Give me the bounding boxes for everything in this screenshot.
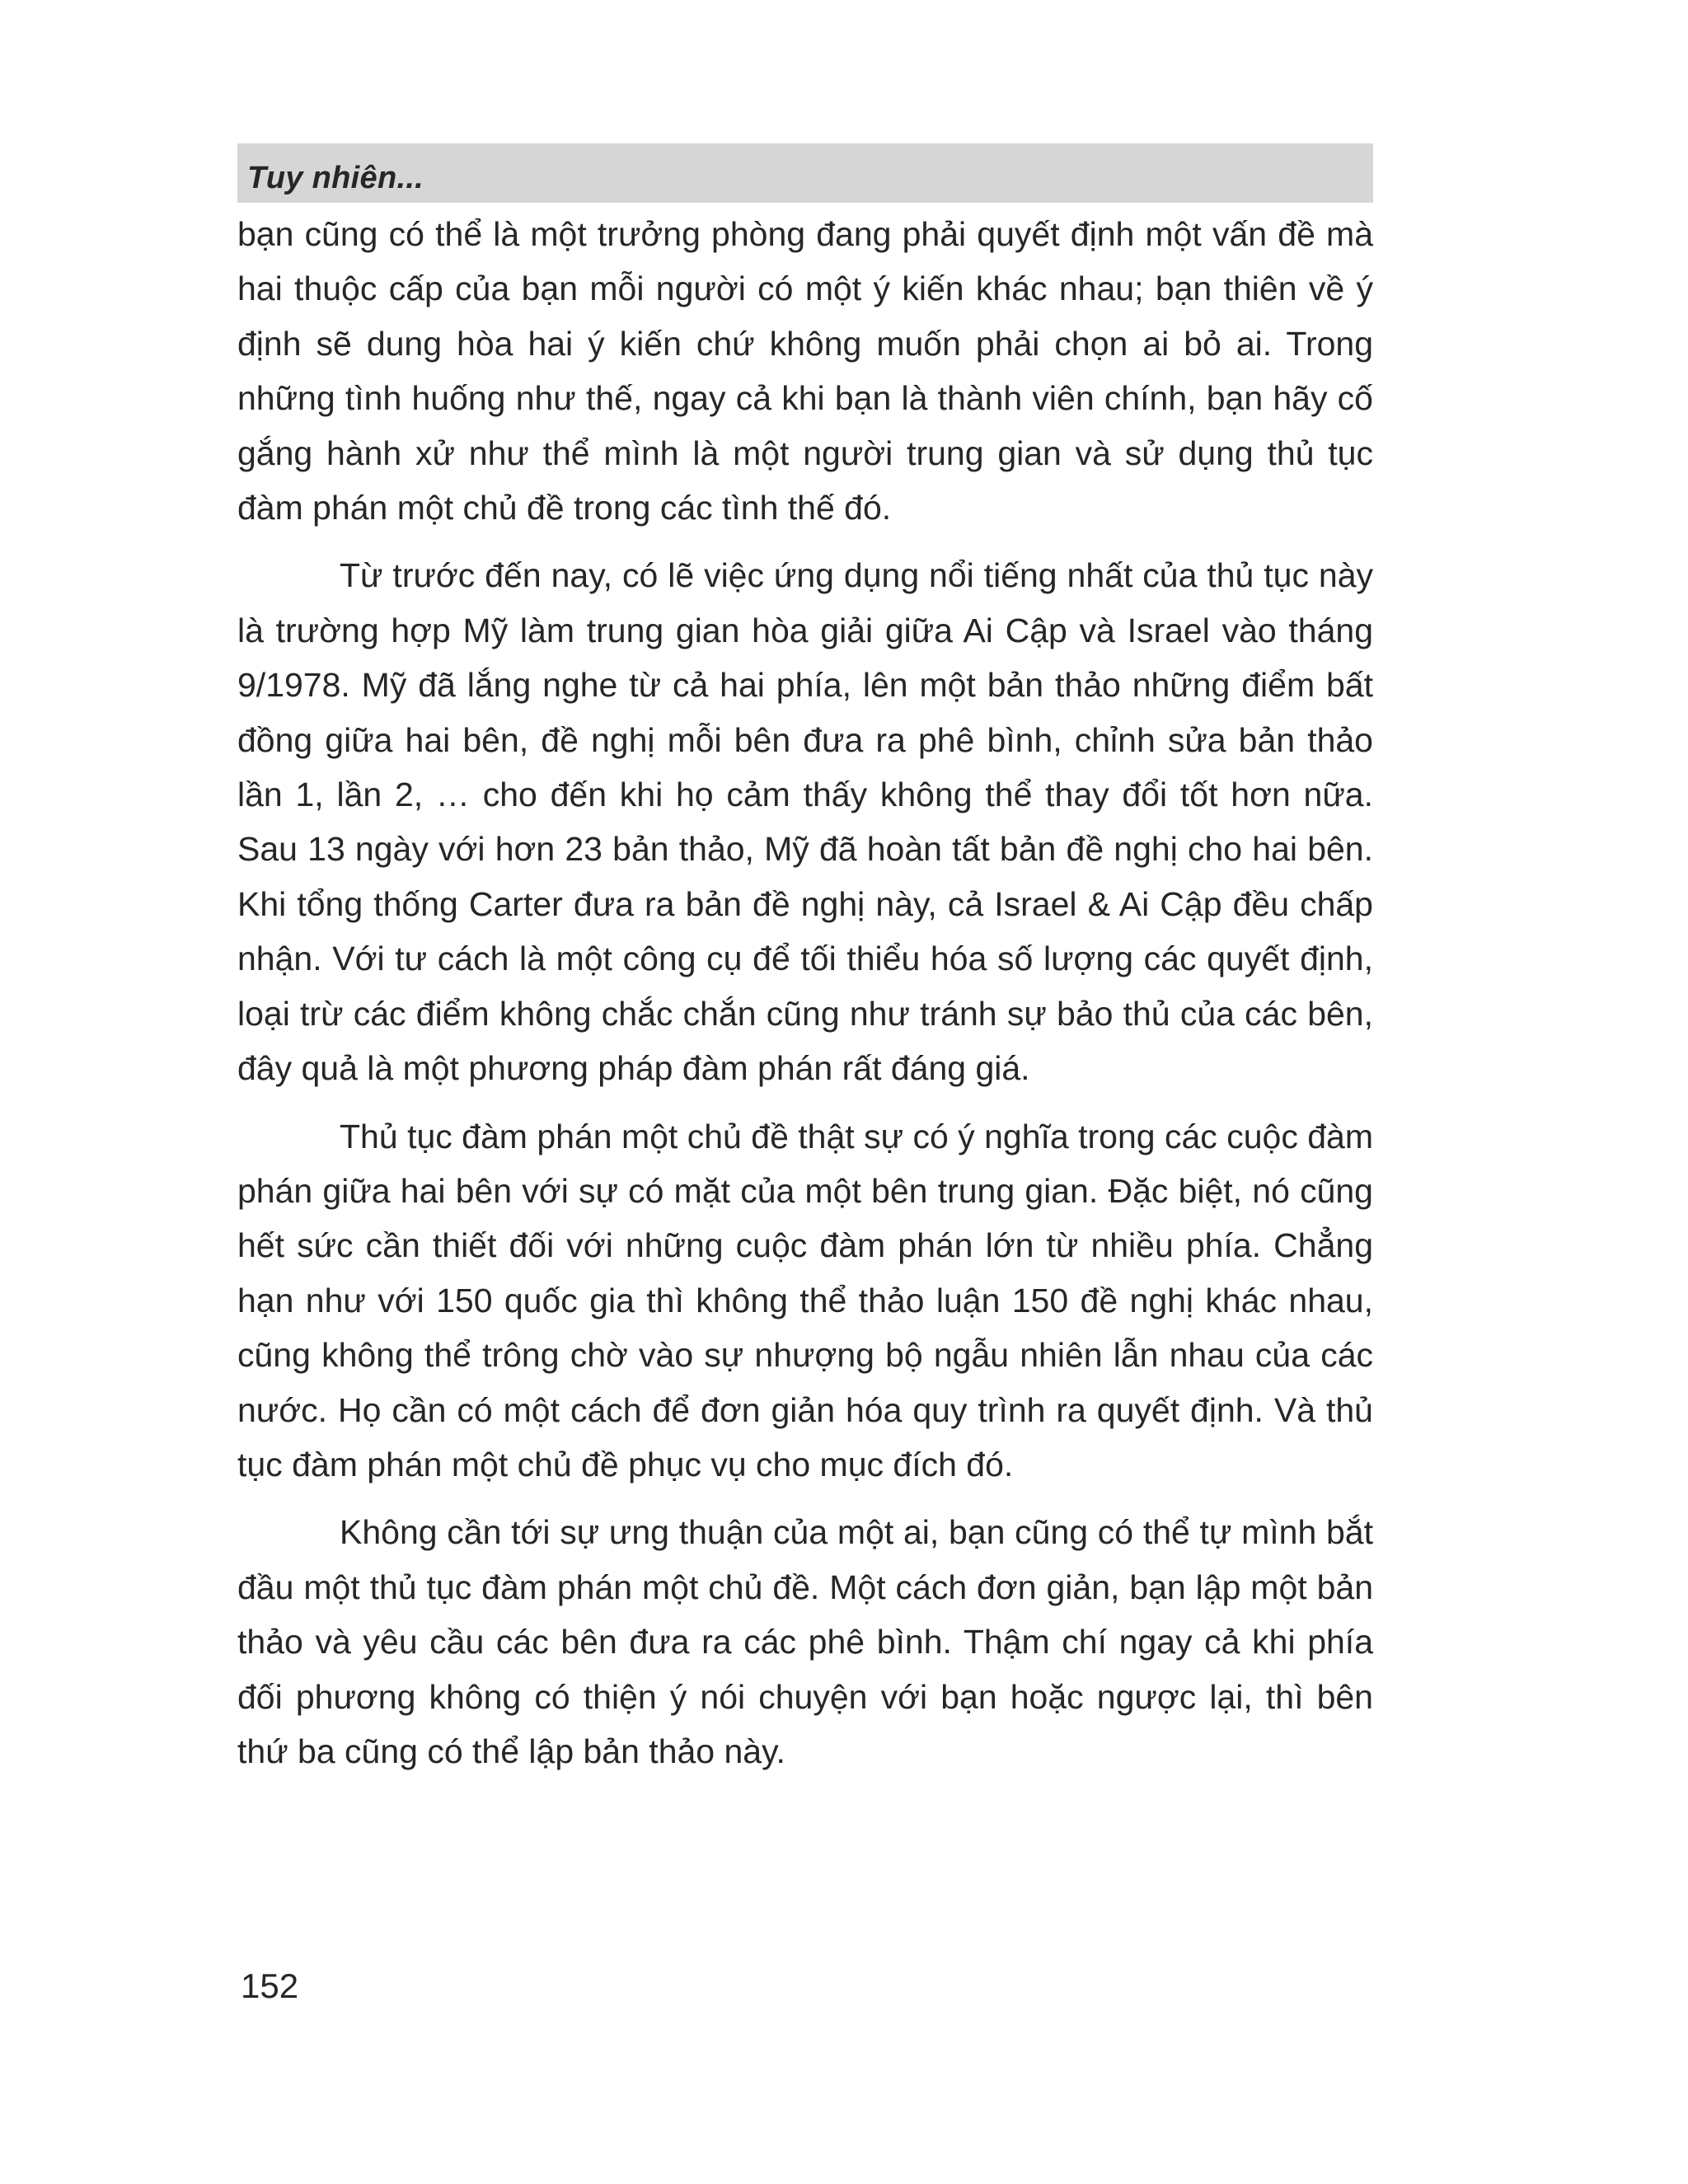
paragraph: Không cần tới sự ưng thuận của một ai, bạn cũng có thể tự mình bắt đầu một thủ tục đàm phán một chủ đề. Một cách đơn giản, bạn lập một bản thảo và yêu cầu các bên đưa ra các phê bình. Thậm chí ngay cả khi phía đối phương không có thiện ý nói chuyện với bạn hoặc ngược lại, thì bên thứ ba cũng có thể lập bản thảo này. (237, 1513, 1373, 1770)
paragraph: Từ trước đến nay, có lẽ việc ứng dụng nổi tiếng nhất của thủ tục này là trường hợp Mỹ làm trung gian hòa giải giữa Ai Cập và Israel vào tháng 9/1978. Mỹ đã lắng nghe từ cả hai phía, lên một bản thảo những điểm bất đồng giữa hai bên, đề nghị mỗi bên đưa ra phê bình, chỉnh sửa bản thảo lần 1, lần 2, … cho đến khi họ cảm thấy không thể thay đổi tốt hơn nữa. Sau 13 ngày với hơn 23 bản thảo, Mỹ đã hoàn tất bản đề nghị cho hai bên. Khi tổng thống Carter đưa ra bản đề nghị này, cả Israel & Ai Cập đều chấp nhận. Với tư cách là một công cụ để tối thiểu hóa số lượng các quyết định, loại trừ các điểm không chắc chắn cũng như tránh sự bảo thủ của các bên, đây quả là một phương pháp đàm phán rất đáng giá. (237, 556, 1373, 1088)
paragraph-continuation: bạn cũng có thể là một trưởng phòng đang phải quyết định một vấn đề mà hai thuộc cấp của bạn mỗi người có một ý kiến khác nhau; bạn thiên về ý định sẽ dung hòa hai ý kiến chứ không muốn phải chọn ai bỏ ai. Trong những tình huống như thế, ngay cả khi bạn là thành viên chính, bạn hãy cố gắng hành xử như thể mình là một người trung gian và sử dụng thủ tục đàm phán một chủ đề trong các tình thế đó. (237, 215, 1373, 527)
section-heading-band (237, 143, 1373, 203)
page-number: 152 (241, 1966, 299, 2005)
paragraph: Thủ tục đàm phán một chủ đề thật sự có ý nghĩa trong các cuộc đàm phán giữa hai bên với sự có mặt của một bên trung gian. Đặc biệt, nó cũng hết sức cần thiết đối với những cuộc đàm phán lớn từ nhiều phía. Chẳng hạn như với 150 quốc gia thì không thể thảo luận 150 đề nghị khác nhau, cũng không thể trông chờ vào sự nhượng bộ ngẫu nhiên lẫn nhau của các nước. Họ cần có một cách để đơn giản hóa quy trình ra quyết định. Và thủ tục đàm phán một chủ đề phục vụ cho mục đích đó. (237, 1117, 1373, 1483)
body-text (237, 207, 1373, 1779)
section-heading: Tuy nhiên... (247, 160, 424, 195)
